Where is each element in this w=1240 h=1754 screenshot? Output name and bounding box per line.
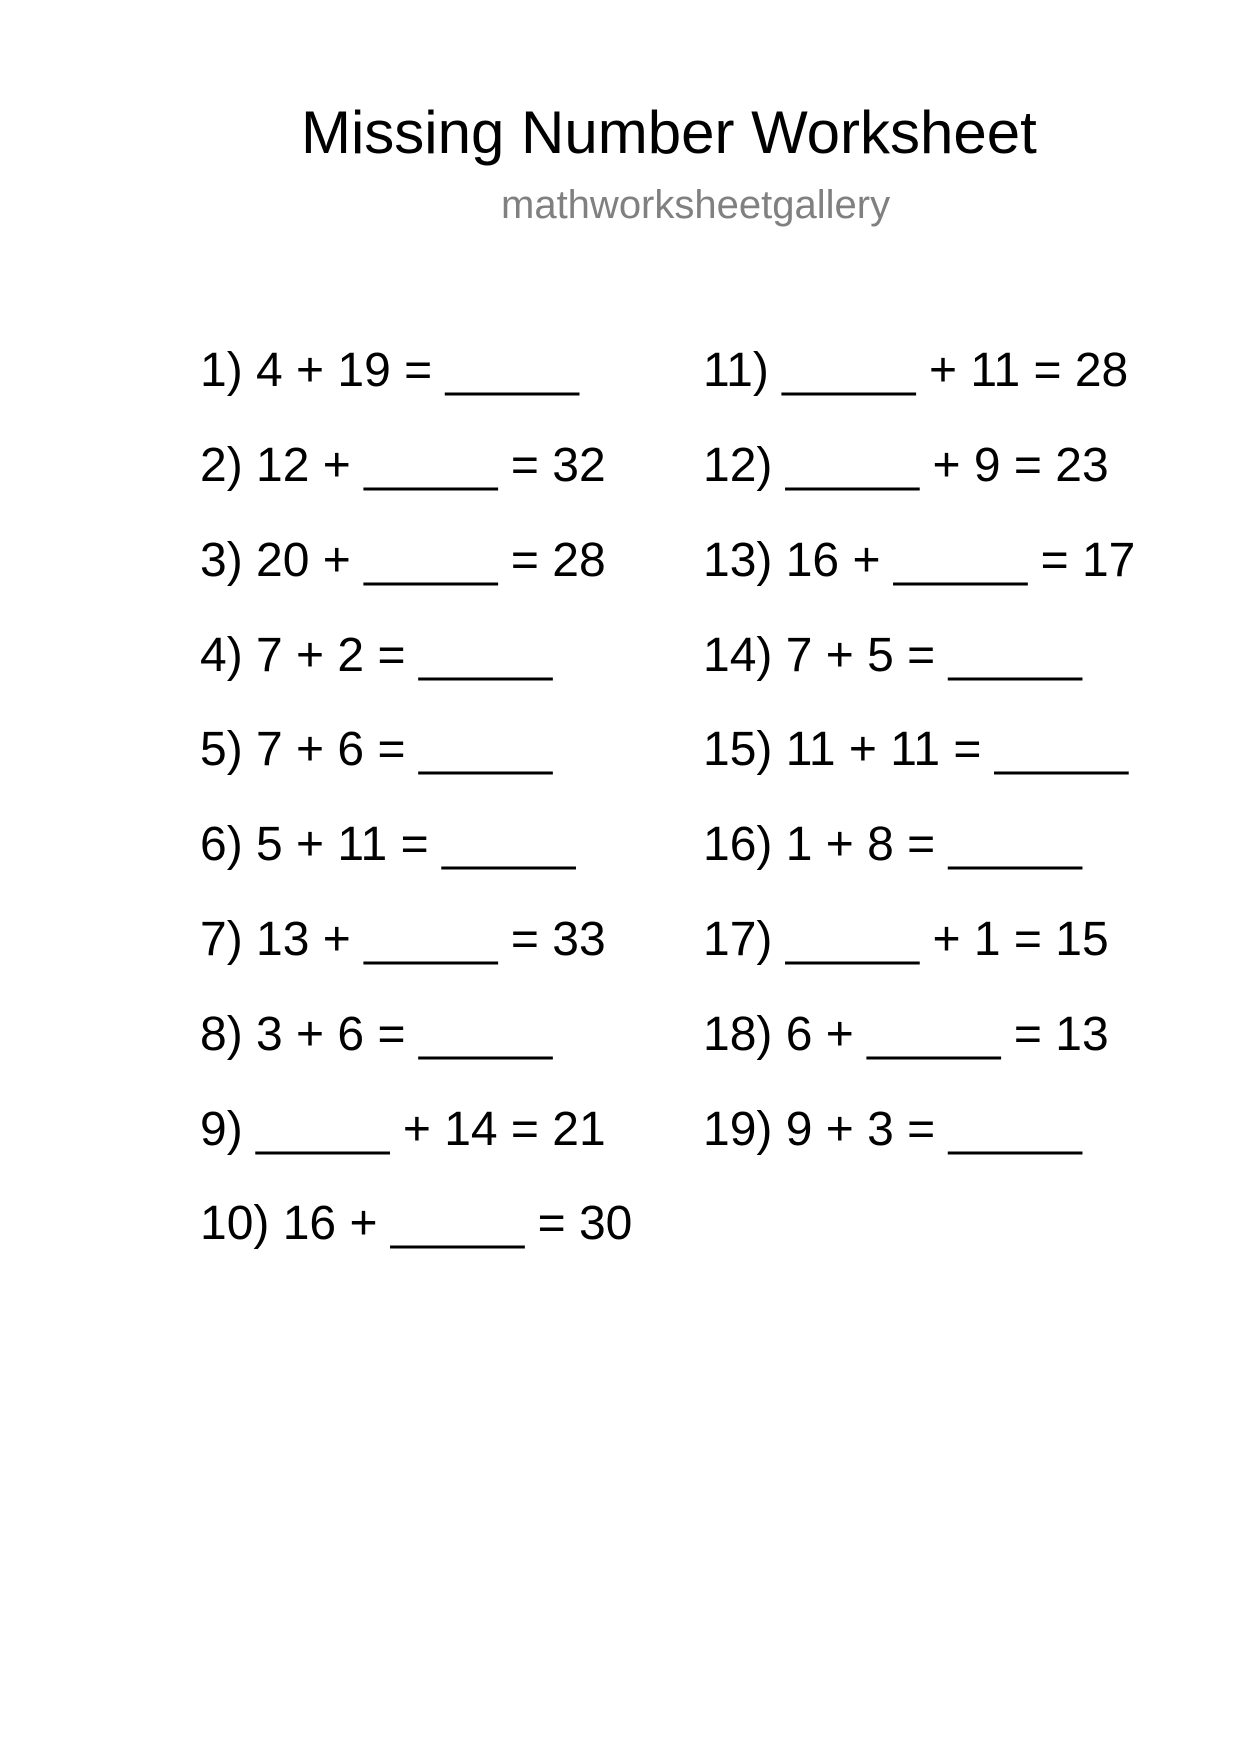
problem-1: 1) 4 + 19 = _____	[200, 344, 579, 397]
problem-18: 18) 6 + _____ = 13	[703, 1008, 1109, 1061]
problem-7: 7) 13 + _____ = 33	[200, 913, 606, 966]
problem-17: 17) _____ + 1 = 15	[703, 913, 1109, 966]
problem-11: 11) _____ + 11 = 28	[703, 344, 1129, 397]
problem-9: 9) _____ + 14 = 21	[200, 1103, 606, 1156]
problem-3: 3) 20 + _____ = 28	[200, 534, 606, 587]
problem-6: 6) 5 + 11 = _____	[200, 818, 576, 871]
problem-10: 10) 16 + _____ = 30	[200, 1197, 633, 1250]
problem-19: 19) 9 + 3 = _____	[703, 1103, 1082, 1156]
problem-15: 15) 11 + 11 = _____	[703, 723, 1129, 776]
problem-13: 13) 16 + _____ = 17	[703, 534, 1136, 587]
page-title: Missing Number Worksheet	[301, 99, 1037, 166]
problem-2: 2) 12 + _____ = 32	[200, 439, 606, 492]
site-watermark: mathworksheetgallery	[501, 183, 891, 227]
problem-14: 14) 7 + 5 = _____	[703, 629, 1082, 682]
problem-5: 5) 7 + 6 = _____	[200, 723, 553, 776]
problem-12: 12) _____ + 9 = 23	[703, 439, 1109, 492]
problem-16: 16) 1 + 8 = _____	[703, 818, 1082, 871]
problem-4: 4) 7 + 2 = _____	[200, 629, 553, 682]
problem-8: 8) 3 + 6 = _____	[200, 1008, 553, 1061]
